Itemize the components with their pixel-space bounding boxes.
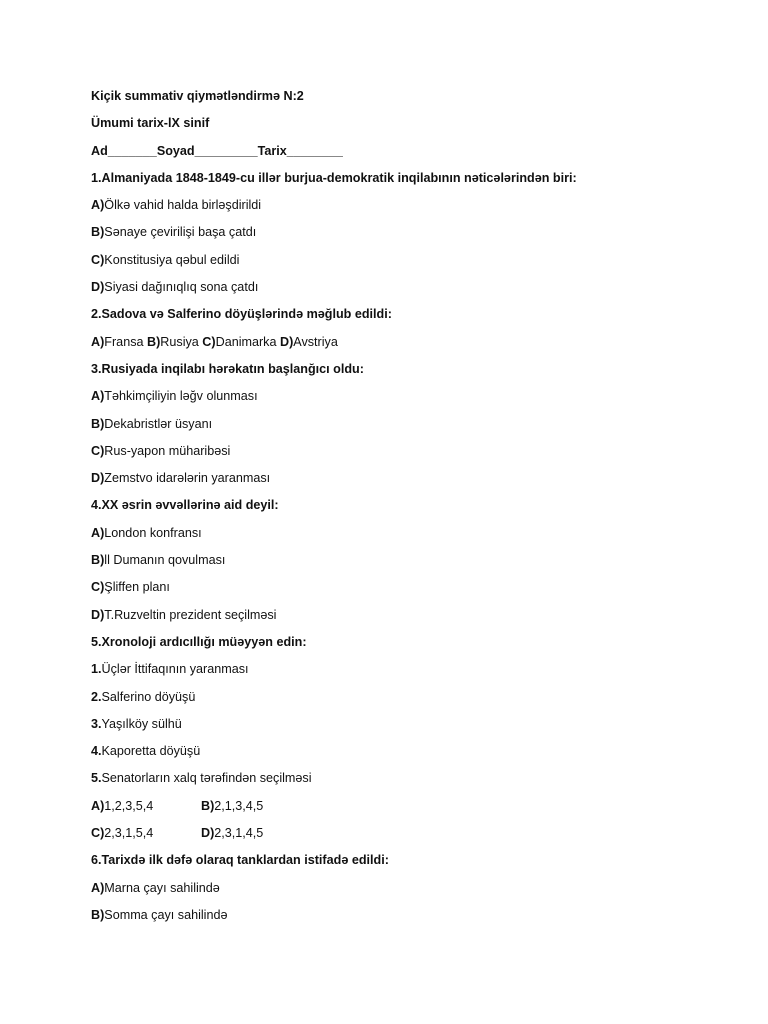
item-text: Yaşılköy sülhü <box>101 716 182 731</box>
item-text: Üçlər İttifaqının yaranması <box>101 662 249 677</box>
item-text: Kaporetta döyüşü <box>101 744 201 759</box>
question-6-option-a <box>91 879 577 906</box>
option-text: Danimarka <box>215 334 280 349</box>
option-letter: B) <box>201 798 215 813</box>
item-number: 5. <box>91 771 102 786</box>
question-4-option-b <box>91 551 577 578</box>
question-3-option-c <box>91 442 577 469</box>
question-1-option-b <box>91 223 577 250</box>
item-text: Senatorların xalq tərəfindən seçilməsi <box>101 771 312 786</box>
option-text: Marna çayı sahilində <box>104 880 220 895</box>
option-text: Siyasi dağınıqlıq sona çatdı <box>104 280 259 295</box>
item-number: 2. <box>91 689 102 704</box>
question-1-option-a <box>91 196 577 223</box>
item-number: 4. <box>91 744 102 759</box>
question-3-option-d <box>91 469 577 496</box>
option-letter: A) <box>91 880 105 895</box>
option-text: Sənaye çevirilişi başa çatdı <box>104 225 257 240</box>
question-6: 6.Tarixdə ilk dəfə olaraq tanklardan istifadə edildi: <box>91 853 389 868</box>
option-letter: D) <box>201 826 215 841</box>
option-text: 2,3,1,4,5 <box>214 826 264 841</box>
option-letter: B) <box>91 907 105 922</box>
question-5: 5.Xronoloji ardıcıllığı müəyyən edin: <box>91 634 307 649</box>
answer-cell <box>201 799 263 813</box>
name-surname-date-fields: Ad_______Soyad_________Tarix________ <box>91 143 343 158</box>
option-text: 2,3,1,5,4 <box>104 826 154 841</box>
option-letter: A) <box>91 334 105 349</box>
option-text: Şliffen planı <box>104 580 170 595</box>
item-text: Salferino döyüşü <box>101 689 196 704</box>
option-letter: C) <box>202 334 216 349</box>
answer-cell <box>201 826 263 840</box>
question-5-item-3 <box>91 715 577 742</box>
option-text: T.Ruzveltin prezident seçilməsi <box>104 607 277 622</box>
option-letter: B) <box>147 334 161 349</box>
option-letter: D) <box>91 471 105 486</box>
option-letter: B) <box>91 416 105 431</box>
option-text: 2,1,3,4,5 <box>214 798 264 813</box>
option-text: Təhkimçiliyin ləğv olunması <box>104 389 258 404</box>
question-4-option-a <box>91 524 577 551</box>
option-text: Ölkə vahid halda birləşdirildi <box>104 198 262 213</box>
option-letter: A) <box>91 525 105 540</box>
item-number: 1. <box>91 662 102 677</box>
option-text: ll Dumanın qovulması <box>104 553 226 568</box>
document-title: Kiçik summativ qiymətləndirmə N:2 <box>91 89 304 103</box>
question-1-option-d <box>91 278 577 305</box>
option-text: Konstitusiya qəbul edildi <box>104 252 240 267</box>
question-5-item-5 <box>91 769 577 796</box>
answer-cell <box>91 797 201 815</box>
option-text: Rus-yapon müharibəsi <box>104 443 231 458</box>
question-4: 4.XX əsrin əvvəllərinə aid deyil: <box>91 498 279 513</box>
question-2: 2.Sadova və Salferino döyüşlərində məğlub edildi: <box>91 307 392 322</box>
question-3: 3.Rusiyada inqilabı hərəkatın başlanğıcı oldu: <box>91 361 364 376</box>
option-text: Avstriya <box>293 334 338 349</box>
option-text: Zemstvo idarələrin yaranması <box>104 471 271 486</box>
option-letter: C) <box>91 826 105 841</box>
item-number: 3. <box>91 716 102 731</box>
option-text: 1,2,3,5,4 <box>104 798 154 813</box>
document-content <box>91 87 577 933</box>
option-text: Dekabristlər üsyanı <box>104 416 213 431</box>
question-5-item-1 <box>91 660 577 687</box>
answer-cell <box>91 824 201 842</box>
option-letter: D) <box>279 334 294 349</box>
option-letter: A) <box>91 198 105 213</box>
option-letter: D) <box>91 280 105 295</box>
option-text: Somma çayı sahilində <box>104 907 228 922</box>
question-6-option-b <box>91 906 577 933</box>
option-text: Fransa <box>104 334 147 349</box>
question-3-option-a <box>91 387 577 414</box>
question-2-options <box>91 333 577 360</box>
option-letter: D) <box>91 607 105 622</box>
question-5-answers-row-1 <box>91 797 577 824</box>
question-1-option-c <box>91 251 577 278</box>
option-text: London konfransı <box>104 525 202 540</box>
option-letter: B) <box>91 553 105 568</box>
option-letter: A) <box>91 798 105 813</box>
question-5-item-2 <box>91 688 577 715</box>
question-3-option-b <box>91 415 577 442</box>
option-letter: B) <box>91 225 105 240</box>
document-subtitle: Ümumi tarix-lX sinif <box>91 116 210 131</box>
question-1: 1.Almaniyada 1848-1849-cu illər burjua-demokratik inqilabının nəticələrindən biri: <box>91 170 577 185</box>
question-5-answers-row-2 <box>91 824 577 851</box>
option-letter: C) <box>91 252 105 267</box>
option-letter: C) <box>91 580 105 595</box>
question-4-option-d <box>91 606 577 633</box>
question-4-option-c <box>91 578 577 605</box>
question-5-item-4 <box>91 742 577 769</box>
option-text: Rusiya <box>160 334 203 349</box>
option-letter: C) <box>91 443 105 458</box>
option-letter: A) <box>91 389 105 404</box>
